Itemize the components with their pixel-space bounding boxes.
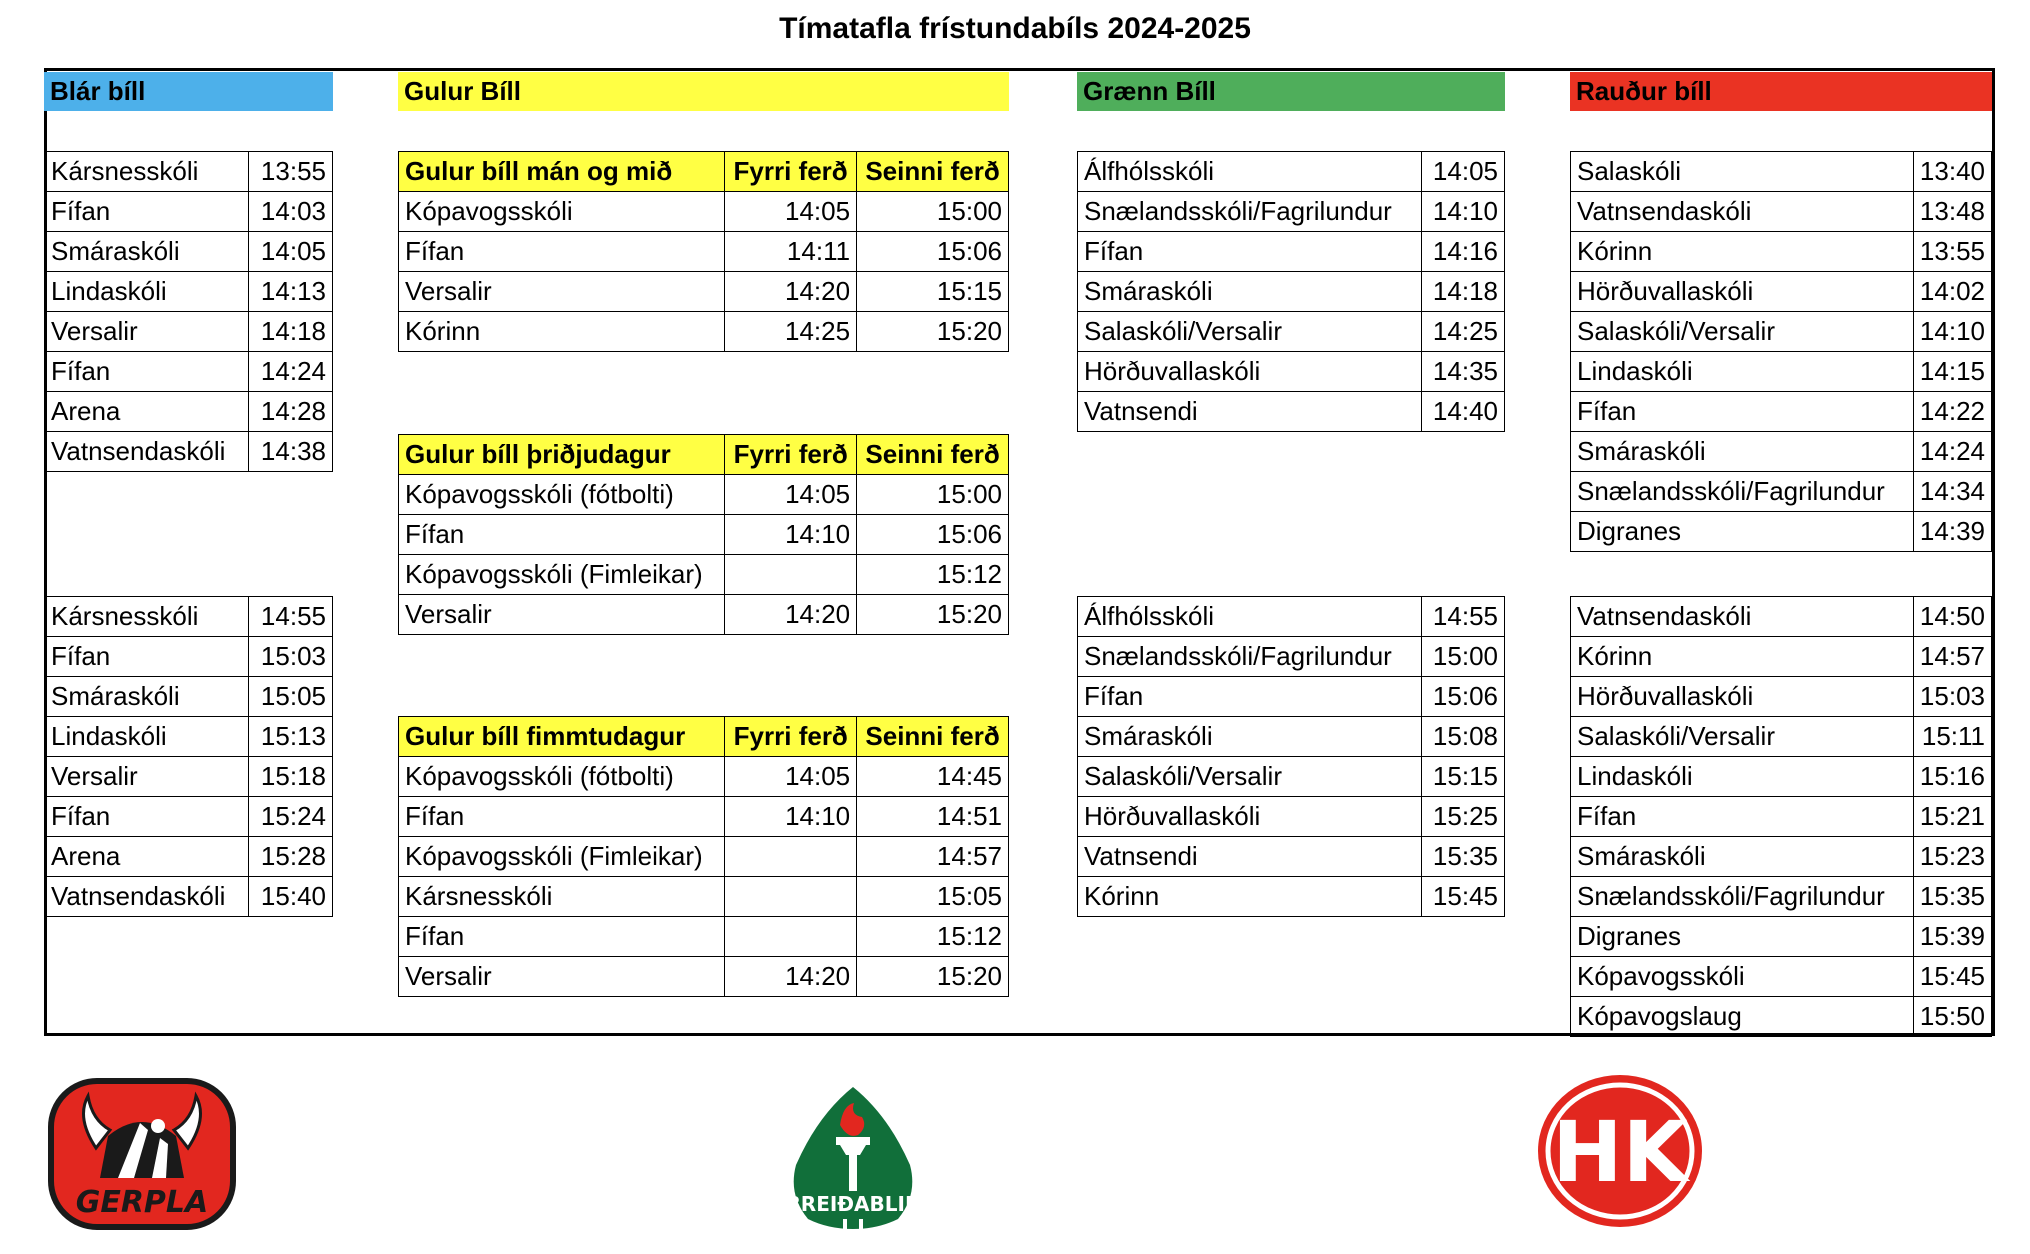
stop-time: 14:05 [1422, 152, 1505, 192]
table-row [1571, 597, 1992, 637]
table-header-row [399, 717, 1009, 757]
stop-time: 15:15 [1422, 757, 1505, 797]
table-row [1571, 352, 1992, 392]
table-row [1078, 152, 1505, 192]
first-trip-time: 14:20 [725, 957, 857, 997]
stop-name: Kópavogsskóli (Fimleikar) [399, 837, 725, 877]
hk-logo [1536, 1073, 1704, 1229]
second-trip-time: 14:51 [857, 797, 1009, 837]
stop-time: 14:57 [1913, 637, 1991, 677]
stop-name: Smáraskóli [45, 232, 249, 272]
second-trip-time: 15:00 [857, 192, 1009, 232]
first-trip-time [725, 837, 857, 877]
blue-table-first [44, 151, 333, 472]
stop-time: 14:50 [1913, 597, 1991, 637]
table-row [45, 192, 333, 232]
stop-name: Digranes [1571, 917, 1914, 957]
table-row [399, 515, 1009, 555]
first-trip-time: 14:20 [725, 595, 857, 635]
stop-name: Fífan [399, 797, 725, 837]
table-row [1078, 597, 1505, 637]
second-trip-time: 15:06 [857, 515, 1009, 555]
table-row [1571, 432, 1992, 472]
stop-time: 14:39 [1913, 512, 1991, 552]
stop-name: Hörðuvallaskóli [1078, 352, 1422, 392]
table-row [1078, 797, 1505, 837]
stop-time: 15:18 [249, 757, 333, 797]
table-row [1078, 717, 1505, 757]
stop-name: Lindaskóli [1571, 352, 1914, 392]
table-row [45, 152, 333, 192]
stop-name: Hörðuvallaskóli [1571, 677, 1914, 717]
stop-time: 15:40 [249, 877, 333, 917]
table-row [1078, 757, 1505, 797]
first-trip-time: 14:10 [725, 797, 857, 837]
stop-name: Smáraskóli [1571, 432, 1914, 472]
stop-name: Kórinn [1571, 637, 1914, 677]
table-row [399, 757, 1009, 797]
table-row [399, 837, 1009, 877]
stop-time: 14:25 [1422, 312, 1505, 352]
stop-time: 15:24 [249, 797, 333, 837]
table-row [399, 877, 1009, 917]
stop-name: Kópavogslaug [1571, 997, 1914, 1037]
stop-name: Kórinn [1571, 232, 1914, 272]
breidablik-logo [788, 1085, 918, 1231]
first-trip-time [725, 877, 857, 917]
stop-name: Arena [45, 837, 249, 877]
stop-name: Snælandsskóli/Fagrilundur [1078, 637, 1422, 677]
stop-name: Fífan [1078, 677, 1422, 717]
table-row [45, 432, 333, 472]
table-row [1571, 957, 1992, 997]
stop-name: Kórinn [399, 312, 725, 352]
column-header-first: Fyrri ferð [725, 152, 857, 192]
day-label: Gulur bíll mán og mið [399, 152, 725, 192]
table-row [1571, 232, 1992, 272]
first-trip-time: 14:11 [725, 232, 857, 272]
column-header-first: Fyrri ferð [725, 717, 857, 757]
table-row [1078, 837, 1505, 877]
stop-time: 15:06 [1422, 677, 1505, 717]
yellow-table-tuesday [398, 434, 1009, 635]
table-row [45, 637, 333, 677]
stop-name: Salaskóli/Versalir [1571, 717, 1914, 757]
table-row [45, 232, 333, 272]
stop-name: Smáraskóli [1078, 272, 1422, 312]
svg-text:BREIÐABLIK: BREIÐABLIK [788, 1192, 918, 1216]
stop-time: 14:10 [1422, 192, 1505, 232]
table-row [1571, 192, 1992, 232]
stop-name: Álfhólsskóli [1078, 597, 1422, 637]
stop-name: Fífan [1078, 232, 1422, 272]
stop-time: 15:21 [1913, 797, 1991, 837]
table-row [1571, 877, 1992, 917]
stop-time: 14:13 [249, 272, 333, 312]
table-row [1571, 152, 1992, 192]
stop-name: Fífan [399, 917, 725, 957]
stop-name: Digranes [1571, 512, 1914, 552]
red-table-second [1570, 596, 1992, 1037]
stop-name: Vatnsendi [1078, 392, 1422, 432]
header-red: Rauður bíll [1570, 72, 1992, 111]
table-row [1571, 392, 1992, 432]
table-row [45, 837, 333, 877]
header-yellow: Gulur Bíll [398, 72, 1009, 111]
stop-time: 15:08 [1422, 717, 1505, 757]
table-row [45, 352, 333, 392]
stop-name: Arena [45, 392, 249, 432]
table-row [45, 312, 333, 352]
stop-time: 14:15 [1913, 352, 1991, 392]
stop-time: 14:24 [1913, 432, 1991, 472]
table-row [45, 757, 333, 797]
stop-name: Snælandsskóli/Fagrilundur [1571, 877, 1914, 917]
table-row [1571, 997, 1992, 1037]
day-label: Gulur bíll fimmtudagur [399, 717, 725, 757]
first-trip-time: 14:05 [725, 757, 857, 797]
stop-time: 15:05 [249, 677, 333, 717]
stop-time: 14:16 [1422, 232, 1505, 272]
table-row [1078, 232, 1505, 272]
second-trip-time: 15:20 [857, 957, 1009, 997]
column-header-second: Seinni ferð [857, 717, 1009, 757]
stop-name: Smáraskóli [1078, 717, 1422, 757]
stop-name: Versalir [399, 595, 725, 635]
first-trip-time [725, 555, 857, 595]
second-trip-time: 15:05 [857, 877, 1009, 917]
table-row [1571, 512, 1992, 552]
red-table-first [1570, 151, 1992, 552]
stop-time: 15:00 [1422, 637, 1505, 677]
green-table-second [1077, 596, 1505, 917]
table-row [399, 797, 1009, 837]
stop-name: Fífan [1571, 797, 1914, 837]
table-row [45, 797, 333, 837]
yellow-table-thursday [398, 716, 1009, 997]
stop-time: 15:03 [249, 637, 333, 677]
table-header-row [399, 435, 1009, 475]
table-row [1078, 312, 1505, 352]
stop-time: 14:34 [1913, 472, 1991, 512]
stop-name: Salaskóli [1571, 152, 1914, 192]
stop-time: 15:28 [249, 837, 333, 877]
second-trip-time: 15:15 [857, 272, 1009, 312]
stop-time: 15:11 [1913, 717, 1991, 757]
stop-name: Versalir [399, 957, 725, 997]
first-trip-time [725, 917, 857, 957]
stop-name: Álfhólsskóli [1078, 152, 1422, 192]
table-row [45, 677, 333, 717]
table-row [1078, 877, 1505, 917]
stop-name: Kársnesskóli [45, 152, 249, 192]
stop-time: 15:35 [1913, 877, 1991, 917]
table-row [1571, 472, 1992, 512]
table-row [399, 272, 1009, 312]
stop-time: 15:39 [1913, 917, 1991, 957]
yellow-table-mon-wed [398, 151, 1009, 352]
stop-name: Smáraskóli [1571, 837, 1914, 877]
stop-name: Vatnsendi [1078, 837, 1422, 877]
table-row [1078, 392, 1505, 432]
stop-name: Hörðuvallaskóli [1571, 272, 1914, 312]
stop-time: 14:02 [1913, 272, 1991, 312]
second-trip-time: 15:20 [857, 312, 1009, 352]
stop-name: Kársnesskóli [45, 597, 249, 637]
table-row [45, 392, 333, 432]
table-row [1571, 837, 1992, 877]
stop-name: Lindaskóli [45, 717, 249, 757]
table-row [399, 917, 1009, 957]
table-row [399, 957, 1009, 997]
second-trip-time: 15:12 [857, 555, 1009, 595]
table-header-row [399, 152, 1009, 192]
stop-time: 14:22 [1913, 392, 1991, 432]
table-row [1571, 677, 1992, 717]
table-row [1078, 272, 1505, 312]
table-row [1571, 312, 1992, 352]
stop-name: Kópavogsskóli (fótbolti) [399, 757, 725, 797]
first-trip-time: 14:10 [725, 515, 857, 555]
stop-name: Kópavogsskóli [1571, 957, 1914, 997]
table-row [399, 232, 1009, 272]
stop-time: 14:18 [1422, 272, 1505, 312]
first-trip-time: 14:20 [725, 272, 857, 312]
stop-name: Smáraskóli [45, 677, 249, 717]
stop-time: 13:55 [249, 152, 333, 192]
stop-name: Vatnsendaskóli [1571, 597, 1914, 637]
page-title: Tímatafla frístundabíls 2024-2025 [779, 12, 1251, 45]
stop-name: Versalir [45, 312, 249, 352]
header-blue: Blár bíll [44, 72, 333, 111]
stop-time: 14:18 [249, 312, 333, 352]
stop-name: Fífan [399, 232, 725, 272]
stop-name: Snælandsskóli/Fagrilundur [1571, 472, 1914, 512]
stop-name: Fífan [45, 637, 249, 677]
column-header-second: Seinni ferð [857, 435, 1009, 475]
svg-text:HK: HK [1552, 1103, 1688, 1201]
table-row [1078, 637, 1505, 677]
stop-time: 14:55 [1422, 597, 1505, 637]
stop-time: 14:10 [1913, 312, 1991, 352]
stop-time: 15:25 [1422, 797, 1505, 837]
stop-name: Fífan [45, 192, 249, 232]
stop-time: 14:28 [249, 392, 333, 432]
stop-time: 14:03 [249, 192, 333, 232]
green-table-first [1077, 151, 1505, 432]
day-label: Gulur bíll þriðjudagur [399, 435, 725, 475]
stop-name: Vatnsendaskóli [1571, 192, 1914, 232]
table-row [1078, 352, 1505, 392]
table-row [399, 555, 1009, 595]
table-row [1078, 192, 1505, 232]
table-row [1571, 637, 1992, 677]
stop-time: 15:45 [1422, 877, 1505, 917]
table-row [45, 272, 333, 312]
stop-name: Kórinn [1078, 877, 1422, 917]
stop-name: Snælandsskóli/Fagrilundur [1078, 192, 1422, 232]
blue-table-second [44, 596, 333, 917]
stop-name: Fífan [399, 515, 725, 555]
stop-time: 14:35 [1422, 352, 1505, 392]
stop-time: 15:45 [1913, 957, 1991, 997]
stop-time: 15:50 [1913, 997, 1991, 1037]
table-row [1078, 677, 1505, 717]
stop-time: 14:40 [1422, 392, 1505, 432]
stop-name: Fífan [45, 797, 249, 837]
table-row [1571, 797, 1992, 837]
stop-time: 15:13 [249, 717, 333, 757]
second-trip-time: 15:06 [857, 232, 1009, 272]
stop-time: 13:48 [1913, 192, 1991, 232]
stop-name: Fífan [45, 352, 249, 392]
stop-time: 15:03 [1913, 677, 1991, 717]
svg-text:GERPLA: GERPLA [75, 1185, 209, 1220]
table-row [1571, 272, 1992, 312]
stop-name: Vatnsendaskóli [45, 432, 249, 472]
stop-name: Versalir [399, 272, 725, 312]
first-trip-time: 14:05 [725, 475, 857, 515]
stop-name: Fífan [1571, 392, 1914, 432]
stop-name: Vatnsendaskóli [45, 877, 249, 917]
second-trip-time: 14:45 [857, 757, 1009, 797]
second-trip-time: 15:00 [857, 475, 1009, 515]
stop-time: 14:55 [249, 597, 333, 637]
stop-name: Kársnesskóli [399, 877, 725, 917]
gerpla-logo [48, 1078, 236, 1230]
stop-time: 15:16 [1913, 757, 1991, 797]
stop-time: 14:24 [249, 352, 333, 392]
stop-time: 13:55 [1913, 232, 1991, 272]
stop-name: Salaskóli/Versalir [1078, 757, 1422, 797]
stop-name: Hörðuvallaskóli [1078, 797, 1422, 837]
table-row [1571, 757, 1992, 797]
second-trip-time: 15:12 [857, 917, 1009, 957]
table-row [45, 717, 333, 757]
stop-name: Kópavogsskóli (Fimleikar) [399, 555, 725, 595]
column-header-first: Fyrri ferð [725, 435, 857, 475]
table-row [399, 192, 1009, 232]
stop-name: Lindaskóli [1571, 757, 1914, 797]
header-green: Grænn Bíll [1077, 72, 1505, 111]
stop-name: Kópavogsskóli [399, 192, 725, 232]
first-trip-time: 14:25 [725, 312, 857, 352]
stop-time: 13:40 [1913, 152, 1991, 192]
stop-name: Versalir [45, 757, 249, 797]
second-trip-time: 15:20 [857, 595, 1009, 635]
stop-time: 14:38 [249, 432, 333, 472]
stop-time: 15:35 [1422, 837, 1505, 877]
first-trip-time: 14:05 [725, 192, 857, 232]
stop-time: 14:05 [249, 232, 333, 272]
table-row [1571, 917, 1992, 957]
table-row [1571, 717, 1992, 757]
stop-name: Kópavogsskóli (fótbolti) [399, 475, 725, 515]
stop-name: Salaskóli/Versalir [1078, 312, 1422, 352]
table-row [399, 595, 1009, 635]
stop-name: Lindaskóli [45, 272, 249, 312]
table-row [399, 312, 1009, 352]
column-header-second: Seinni ferð [857, 152, 1009, 192]
table-row [45, 877, 333, 917]
second-trip-time: 14:57 [857, 837, 1009, 877]
stop-time: 15:23 [1913, 837, 1991, 877]
stop-name: Salaskóli/Versalir [1571, 312, 1914, 352]
table-row [45, 597, 333, 637]
table-row [399, 475, 1009, 515]
